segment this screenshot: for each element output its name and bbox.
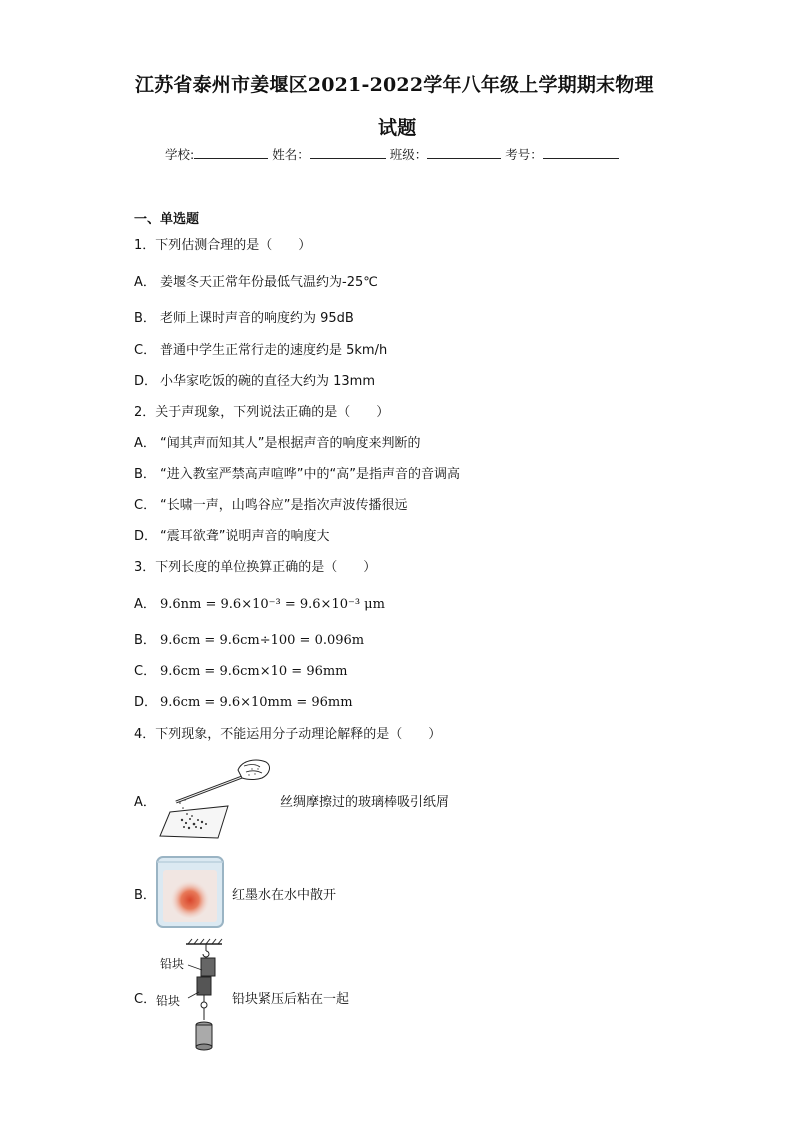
exam-no-blank[interactable] (543, 146, 619, 159)
section-heading: 一、单选题 (134, 212, 200, 227)
question-stem: 4．下列现象，不能运用分子动理论解释的是（ ） (134, 727, 442, 742)
school-label: 学校: (165, 147, 195, 162)
glass-rod-paper-figure (156, 756, 276, 842)
exam-no-label: 考号： (505, 147, 543, 162)
question-stem: 2．关于声现象，下列说法正确的是（ ） (134, 405, 390, 420)
question-stem: 3．下列长度的单位换算正确的是（ ） (134, 560, 377, 575)
option-item[interactable]: C． “长啸一声，山鸣谷应”是指次声波传播很远 (134, 498, 408, 513)
student-info-row (165, 145, 619, 163)
option-text: 铅块紧压后粘在一起 (232, 992, 350, 1007)
name-label: 姓名： (272, 147, 310, 162)
name-blank[interactable] (310, 146, 386, 159)
option-text: 丝绸摩擦过的玻璃棒吸引纸屑 (280, 795, 450, 810)
lead-block-label-bottom: 铅块 (156, 994, 181, 1008)
option-item[interactable]: B． “进入教室严禁高声喧哗”中的“高”是指声音的音调高 (134, 467, 460, 482)
class-blank[interactable] (427, 146, 501, 159)
option-text: 红墨水在水中散开 (232, 888, 337, 903)
option-item[interactable]: D． 小华家吃饭的碗的直径大约为 13mm (134, 374, 376, 389)
label-pointer-lines (180, 958, 210, 1004)
option-label[interactable]: C． (134, 992, 157, 1007)
option-item[interactable]: B． 老师上课时声音的响度约为 95dB (134, 311, 354, 326)
beaker-ink-figure (154, 854, 226, 930)
option-item[interactable]: B． 9.6cm = 9.6cm÷100 = 0.096m (134, 633, 365, 648)
school-blank[interactable] (194, 146, 268, 159)
lead-block-label-top: 铅块 (160, 957, 185, 971)
option-item[interactable]: D． “震耳欲聋”说明声音的响度大 (134, 529, 330, 544)
question-stem: 1．下列估测合理的是（ ） (134, 238, 312, 253)
option-label[interactable]: B． (134, 888, 156, 903)
page-title: 江苏省泰州市姜堰区2021-2022学年八年级上学期期末物理 (135, 74, 654, 96)
option-item[interactable]: C． 普通中学生正常行走的速度约是 5km/h (134, 343, 388, 358)
class-label: 班级： (389, 147, 428, 162)
option-item[interactable]: A． 9.6nm = 9.6×10⁻³ = 9.6×10⁻³ μm (134, 597, 385, 612)
option-label[interactable]: A． (134, 795, 156, 810)
option-item[interactable]: C． 9.6cm = 9.6cm×10 = 96mm (134, 664, 348, 679)
option-item[interactable]: A． 姜堰冬天正常年份最低气温约为-25℃ (134, 275, 378, 290)
option-item[interactable]: A． “闻其声而知其人”是根据声音的响度来判断的 (134, 436, 421, 451)
option-item[interactable]: D． 9.6cm = 9.6×10mm = 96mm (134, 695, 353, 710)
page-title-line2: 试题 (378, 117, 417, 139)
